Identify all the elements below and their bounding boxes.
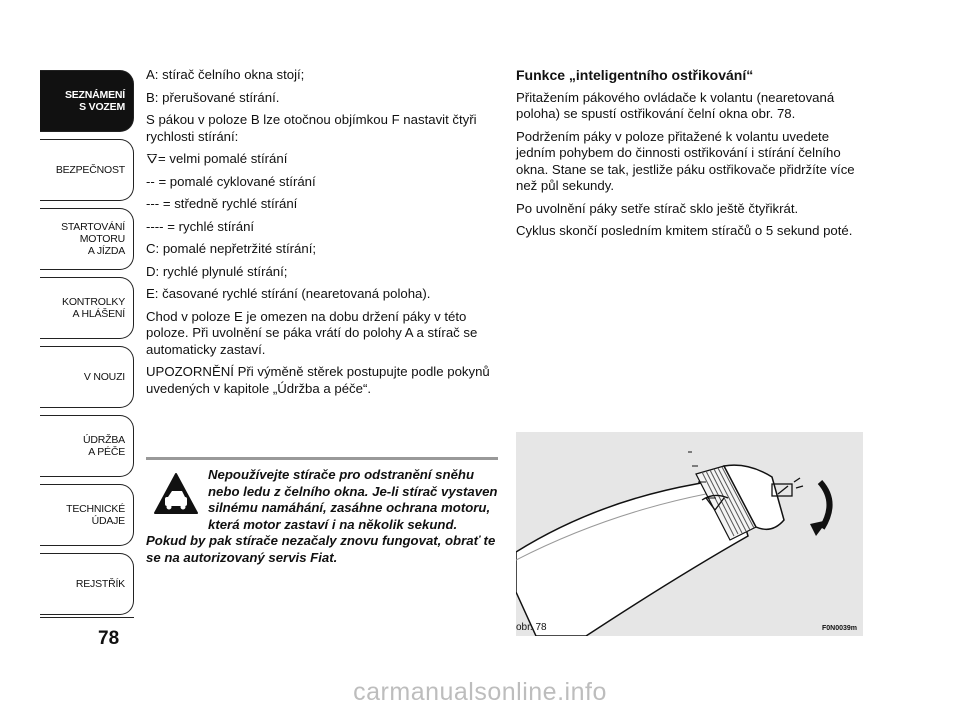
tab-seznameni[interactable]: SEZNÁMENÍ S VOZEM (40, 70, 134, 132)
text-right-3: Po uvolnění páky setře stírač sklo ještě čtyřikrát. (516, 200, 799, 216)
text-para-e: Chod v poloze E je omezen na dobu držení páky v této poloze. Při uvolnění se páka vrátí do polohy A a stírač se automaticky zastaví. (146, 308, 478, 357)
text-speed-2: -- = pomalé cyklované stírání (146, 173, 316, 189)
text-note: UPOZORNĚNÍ Při výměně stěrek postupujte podle pokynů uvedených v kapitole „Údržba a péče“. (146, 364, 490, 396)
chapter-tabs (40, 70, 134, 622)
section-heading: Funkce „inteligentního ostřikování“ (516, 67, 754, 83)
tab-rejstrik[interactable]: REJSTŘÍK (40, 553, 134, 615)
text-para-ring: S pákou v poloze B lze otočnou objímkou F nastavit čtyři rychlosti stírání: (146, 112, 477, 144)
text-line-b: B: přerušované stírání. (146, 89, 280, 105)
text-right-1: Přitažením pákového ovládače k volantu (nearetovaná poloha) se spustí ostřikování čelní okna obr. 78. (516, 89, 835, 121)
text-speed-4: ---- = rychlé stírání (146, 218, 255, 234)
warning-triangle-icon (152, 471, 200, 517)
wiper-icon (146, 154, 158, 164)
warning-text: Nepoužívejte stírače pro odstranění sněhu nebo ledu z čelního okna. Je-li stírač vystaven silnému namáhání, zasáhne ochrana motoru, která motor zastaví i na několik sekund. Pokud by pak stírače nezačaly znovu fungovat, obrať te se na autorizovaný servis Fiat. (146, 467, 498, 565)
text-speed-1 (146, 151, 498, 168)
figure-caption: obr. 78 (516, 622, 547, 633)
warning-box (146, 457, 498, 566)
tab-bezpecnost[interactable]: BEZPEČNOST (40, 139, 134, 201)
page-number: 78 (98, 628, 120, 649)
wiper-stalk-illustration (516, 432, 863, 636)
figure-wiper-stalk (516, 432, 863, 636)
text-line-e: E: časované rychlé stírání (nearetovaná poloha). (146, 286, 431, 301)
watermark: carmanualsonline.info (353, 678, 607, 706)
right-column (516, 67, 866, 246)
text-right-2: Podržením páky v poloze přitažené k volantu uvedete jedním pohybem do činnosti ostřikování i stírání čelního okna. Stane se tak, jestliže páku ostřikovače přidržíte více než půl sekundy. (516, 128, 855, 193)
tab-udrzba[interactable]: ÚDRŽBA A PÉČE (40, 415, 134, 477)
text-speed-3: --- = středně rychlé stírání (146, 196, 298, 211)
tab-technicke[interactable]: TECHNICKÉ ÚDAJE (40, 484, 134, 546)
sidebar-divider (40, 617, 134, 618)
text-line-a: A: stírač čelního okna stojí; (146, 67, 305, 82)
tab-kontrolky[interactable]: KONTROLKY A HLÁŠENÍ (40, 277, 134, 339)
left-column (146, 67, 498, 403)
speed-1-label: = velmi pomalé stírání (158, 151, 288, 166)
tab-startovani[interactable]: STARTOVÁNÍ MOTORU A JÍZDA (40, 208, 134, 270)
text-line-d: D: rychlé plynulé stírání; (146, 263, 288, 279)
text-right-4: Cyklus skončí posledním kmitem stíračů o 5 sekund poté. (516, 223, 853, 238)
tab-v-nouzi[interactable]: V NOUZI (40, 346, 134, 408)
text-line-c: C: pomalé nepřetržité stírání; (146, 241, 317, 256)
figure-code: F0N0039m (821, 625, 857, 632)
